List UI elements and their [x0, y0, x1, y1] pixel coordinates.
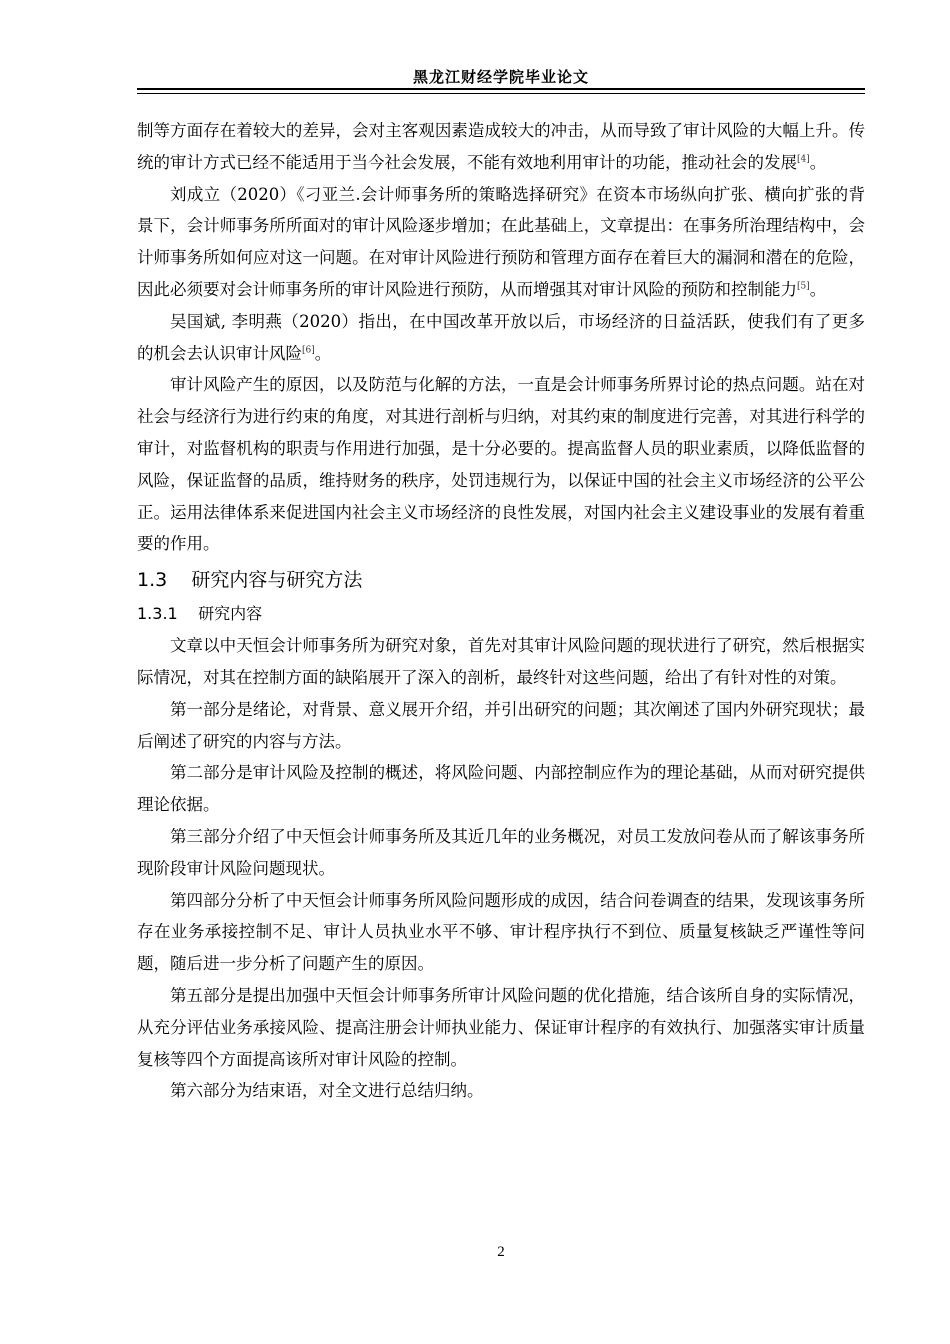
paragraph: 第二部分是审计风险及控制的概述，将风险问题、内部控制应作为的理论基础，从而对研究提供理论依据。 — [137, 763, 865, 815]
punctuation: 。 — [809, 279, 827, 299]
paragraph-text: 刘成立（2020）《刁亚兰.会计师事务所的策略选择研究》在资本市场纵向扩张、横向扩张的背景下，会计师事务所所面对的审计风险逐步增加；在此基础上，文章提出：在事务所治理结构中，会计师事务所如何应对这一问题。在对审计风险进行预防和管理方面存在着巨大的漏洞和潜在的危险，因此必须要对会计师事务所的审计风险进行预防，从而增强其对审计风险的预防和控制能力 — [137, 184, 865, 299]
paragraph-continued — [137, 115, 865, 179]
running-header: 黑龙江财经学院毕业论文 — [412, 68, 589, 86]
page-number: 2 — [497, 1244, 505, 1260]
paragraph: 文章以中天恒会计师事务所为研究对象，首先对其审计风险问题的现状进行了研究，然后根据实际情况，对其在控制方面的缺陷展开了深入的剖析，最终针对这些问题，给出了有针对性的对策。 — [137, 636, 865, 687]
punctuation: 。 — [314, 343, 332, 363]
paragraph: 第三部分介绍了中天恒会计师事务所及其近几年的业务概况，对员工发放问卷从而了解该事务所现阶段审计风险问题现状。 — [137, 826, 865, 878]
section-heading — [137, 562, 865, 598]
paragraph-text: 制等方面存在着较大的差异，会对主客观因素造成较大的冲击，从而导致了审计风险的大幅上升。传统的审计方式已经不能适用于当今社会发展，不能有效地利用审计的功能，推动社会的发展 — [137, 121, 865, 172]
paragraph: 第四部分分析了中天恒会计师事务所风险问题形成的成因，结合问卷调查的结果，发现该事务所存在业务承接控制不足、审计人员执业水平不够、审计程序执行不到位、质量复核缺乏严谨性等问题，随后进一步分析了问题产生的原因。 — [137, 890, 865, 974]
paragraph — [137, 369, 865, 560]
paragraph — [137, 179, 865, 306]
paragraph: 第五部分是提出加强中天恒会计师事务所审计风险问题的优化措施，结合该所自身的实际情况，从充分评估业务承接风险、提高注册会计师执业能力、保证审计程序的有效执行、加强落实审计质量复核等四个方面提高该所对审计风险的控制。 — [137, 985, 865, 1069]
header-rule-thin — [137, 93, 865, 94]
subsection-number: 1.3.1 — [137, 604, 178, 624]
citation-ref: [5] — [797, 281, 810, 292]
punctuation: 。 — [809, 152, 827, 172]
page-body — [137, 115, 865, 1107]
paragraph: 第六部分为结束语，对全文进行总结归纳。 — [170, 1081, 484, 1101]
subsection-heading — [137, 598, 865, 630]
citation-ref: [6] — [302, 345, 315, 356]
section-title: 研究内容与研究方法 — [191, 569, 363, 592]
paragraph-text: 吴国斌, 李明燕（2020）指出，在中国改革开放以后，市场经济的日益活跃，使我们有了更多的机会去认识审计风险 — [137, 311, 865, 363]
section-number: 1.3 — [137, 569, 168, 592]
paragraph-text: 审计风险产生的原因，以及防范与化解的方法，一直是会计师事务所界讨论的热点问题。站在对社会与经济行为进行约束的角度，对其进行剖析与归纳，对其约束的制度进行完善，对其进行科学的审计，对监督机构的职责与作用进行加强，是十分必要的。提高监督人员的职业素质，以降低监督的风险，保证监督的品质，维持财务的秩序，处罚违规行为，以保证中国的社会主义市场经济的公平公正。运用法律体系来促进国内社会主义市场经济的良性发展，对国内社会主义建设事业的发展有着重要的作用。 — [137, 375, 865, 554]
paragraph — [137, 306, 865, 370]
subsection-title: 研究内容 — [198, 604, 263, 624]
citation-ref: [4] — [797, 154, 810, 165]
paragraph: 第一部分是绪论，对背景、意义展开介绍，并引出研究的问题；其次阐述了国内外研究现状；最后阐述了研究的内容与方法。 — [137, 699, 865, 751]
header-rule-thick — [137, 88, 865, 90]
